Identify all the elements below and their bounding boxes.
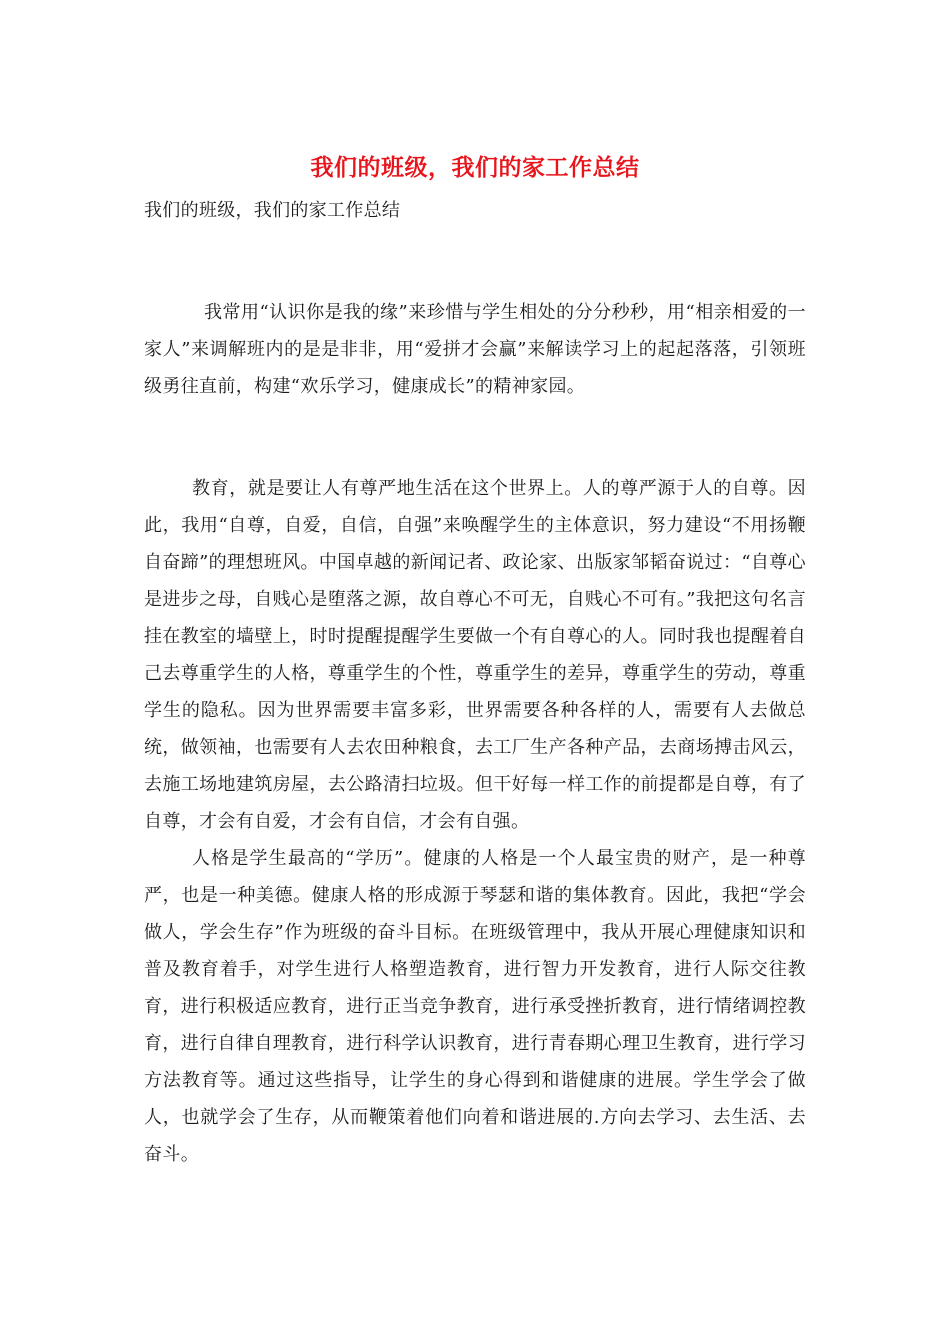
document-subtitle: 我们的班级，我们的家工作总结 bbox=[144, 200, 401, 221]
paragraph-2: 教育，就是要让人有尊严地生活在这个世界上。人的尊严源于人的自尊。因此，我用“自尊，自爱，自信，自强”来唤醒学生的主体意识，努力建设“不用扬鞭自奋蹄”的理想班风。中国卓越的新闻记者、政论家、出版家邹韬奋说过：“自尊心是进步之母，自贱心是堕落之源，故自尊心不可无，自贱心不可有。”我把这句名言挂在教室的墙壁上，时时提醒提醒学生要做一个有自尊心的人。同时我也提醒着自己去尊重学生的人格，尊重学生的个性，尊重学生的差异，尊重学生的劳动，尊重学生的隐私。因为世界需要丰富多彩，世界需要各种各样的人，需要有人去做总统，做领袖，也需要有人去农田种粮食，去工厂生产各种产品，去商场搏击风云，去施工场地建筑房屋，去公路清扫垃圾。但干好每一样工作的前提都是自尊，有了自尊，才会有自爱，才会有自信，才会有自强。 bbox=[144, 478, 806, 832]
paragraph-3: 人格是学生最高的“学历”。健康的人格是一个人最宝贵的财产，是一种尊严，也是一种美德。健康人格的形成源于琴瑟和谐的集体教育。因此，我把“学会做人，学会生存”作为班级的奋斗目标。在班级管理中，我从开展心理健康知识和普及教育着手，对学生进行人格塑造教育，进行智力开发教育，进行人际交往教育，进行积极适应教育，进行正当竞争教育，进行承受挫折教育，进行情绪调控教育，进行自律自理教育，进行科学认识教育，进行青春期心理卫生教育，进行学习方法教育等。通过这些指导，让学生的身心得到和谐健康的进展。学生学会了做人，也就学会了生存，从而鞭策着他们向着和谐进展的.方向去学习、去生活、去奋斗。 bbox=[144, 848, 806, 1165]
paragraph-spacer bbox=[144, 405, 806, 470]
document-title: 我们的班级，我们的家工作总结 bbox=[310, 154, 640, 181]
document-body bbox=[144, 294, 806, 1173]
paragraph-1: 我常用“认识你是我的缘”来珍惜与学生相处的分分秒秒，用“相亲相爱的一家人”来调解班内的是是非非，用“爱拼才会赢”来解读学习上的起起落落，引领班级勇往直前，构建“欢乐学习，健康成长”的精神家园。 bbox=[144, 302, 806, 397]
